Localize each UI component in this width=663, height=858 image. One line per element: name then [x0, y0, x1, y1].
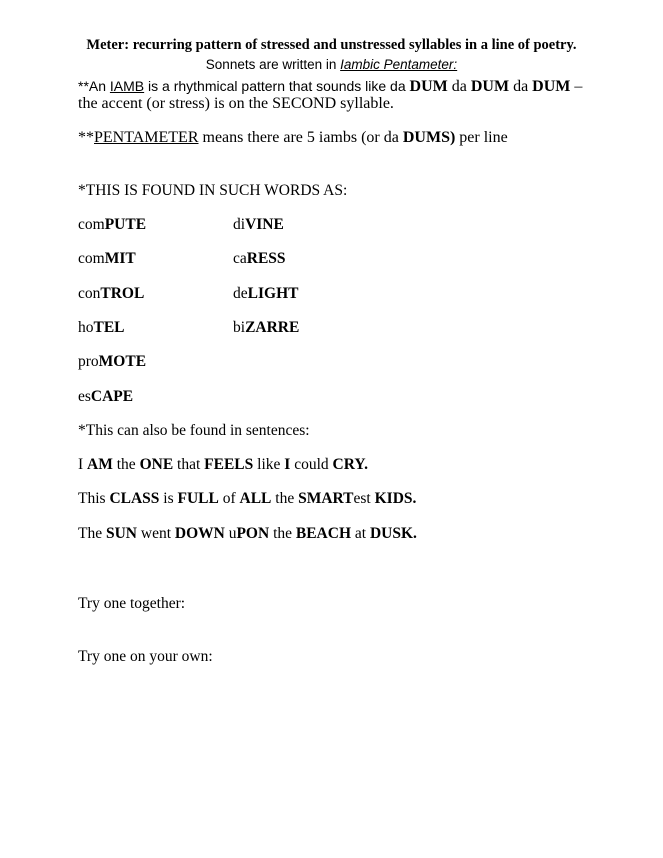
iamb-middle: is a rhythmical pattern that sounds like da	[144, 78, 410, 94]
word-unstressed: com	[78, 250, 105, 267]
sentence-1	[78, 456, 368, 474]
word-promote	[78, 353, 146, 371]
pentameter-definition	[78, 129, 508, 147]
word-control	[78, 285, 144, 303]
stressed-syllable: ONE	[139, 456, 174, 473]
word-stressed: ZARRE	[245, 319, 300, 336]
word-delight	[233, 285, 298, 303]
word-stressed: PUTE	[104, 216, 147, 233]
word-stressed: RESS	[246, 250, 286, 267]
pentameter-term: PENTAMETER	[94, 129, 199, 146]
word-stressed: LIGHT	[247, 285, 299, 302]
iamb-dash: –	[570, 78, 583, 95]
syllable: could	[290, 456, 333, 473]
word-unstressed: con	[78, 285, 101, 302]
stressed-syllable: KIDS	[374, 490, 413, 507]
syllable: the	[112, 456, 140, 473]
syllable: that	[173, 456, 205, 473]
stressed-syllable: AM	[87, 456, 113, 473]
pentameter-bold: DUMS)	[402, 129, 456, 146]
word-unstressed: com	[78, 216, 105, 233]
sentence-3	[78, 525, 417, 543]
stressed-syllable: CLASS	[109, 490, 160, 507]
word-unstressed: es	[78, 388, 91, 405]
stressed-syllable: I	[284, 456, 291, 473]
stressed-syllable: PON	[236, 525, 270, 542]
word-stressed: MIT	[104, 250, 136, 267]
stressed-syllable: BEACH	[295, 525, 351, 542]
syllable: like	[253, 456, 285, 473]
word-stressed: TROL	[100, 285, 145, 302]
word-bizarre	[233, 319, 299, 337]
iamb-prefix: **An	[78, 78, 110, 94]
word-unstressed: de	[233, 285, 248, 302]
pentameter-middle: means there are 5 iambs (or da	[198, 129, 403, 146]
word-commit	[78, 250, 136, 268]
iamb-dum-2: DUM	[470, 78, 510, 95]
syllable: is	[159, 490, 178, 507]
stressed-syllable: FULL	[177, 490, 219, 507]
try-own-prompt: Try one on your own:	[78, 648, 213, 665]
iamb-da-3: da	[509, 78, 533, 95]
syllable: I	[78, 456, 88, 473]
word-escape	[78, 388, 133, 406]
stressed-syllable: CRY.	[332, 456, 368, 473]
syllable: u	[224, 525, 237, 542]
page-title: Meter: recurring pattern of stressed and unstressed syllables in a line of poetry.	[86, 37, 577, 53]
word-unstressed: bi	[233, 319, 246, 336]
stressed-syllable: DOWN	[174, 525, 225, 542]
syllable: This	[78, 490, 110, 507]
syllable: of	[218, 490, 240, 507]
word-stressed: TEL	[93, 319, 125, 336]
subtitle	[0, 57, 663, 72]
sentences-heading: *This can also be found in sentences:	[78, 422, 310, 439]
iamb-dum-3: DUM	[532, 78, 571, 95]
word-stressed: MOTE	[98, 353, 147, 370]
iamb-da-2: da	[447, 78, 471, 95]
subtitle-prefix: Sonnets are written in	[205, 57, 341, 72]
words-heading: *THIS IS FOUND IN SUCH WORDS AS:	[78, 182, 348, 199]
syllable: went	[137, 525, 175, 542]
syllable: the	[271, 490, 299, 507]
sentence-2	[78, 490, 416, 508]
word-caress	[233, 250, 286, 268]
syllable: The	[78, 525, 106, 542]
iamb-term: IAMB	[109, 78, 145, 94]
stressed-syllable: FEELS	[204, 456, 254, 473]
try-together-prompt: Try one together:	[78, 595, 186, 612]
iamb-definition-line-1	[78, 78, 582, 96]
subtitle-term: Iambic Pentameter:	[340, 57, 458, 72]
syllable: the	[269, 525, 296, 542]
word-unstressed: pro	[78, 353, 99, 370]
punctuation: .	[412, 490, 417, 507]
pentameter-suffix: per line	[455, 129, 508, 146]
stressed-syllable: SUN	[105, 525, 137, 542]
iamb-dum-1: DUM	[409, 78, 448, 95]
word-hotel	[78, 319, 125, 337]
word-compute	[78, 216, 146, 234]
syllable: at	[351, 525, 370, 542]
word-stressed: CAPE	[90, 388, 134, 405]
iamb-definition-line-2: the accent (or stress) is on the SECOND syllable.	[78, 95, 394, 112]
syllable: est	[353, 490, 375, 507]
stressed-syllable: ALL	[239, 490, 272, 507]
stressed-syllable: SMART	[298, 490, 354, 507]
pentameter-prefix: **	[78, 129, 94, 146]
stressed-syllable: DUSK.	[369, 525, 417, 542]
word-unstressed: ca	[233, 250, 247, 267]
word-stressed: VINE	[245, 216, 284, 233]
word-divine	[233, 216, 284, 234]
word-unstressed: di	[233, 216, 246, 233]
word-unstressed: ho	[78, 319, 94, 336]
